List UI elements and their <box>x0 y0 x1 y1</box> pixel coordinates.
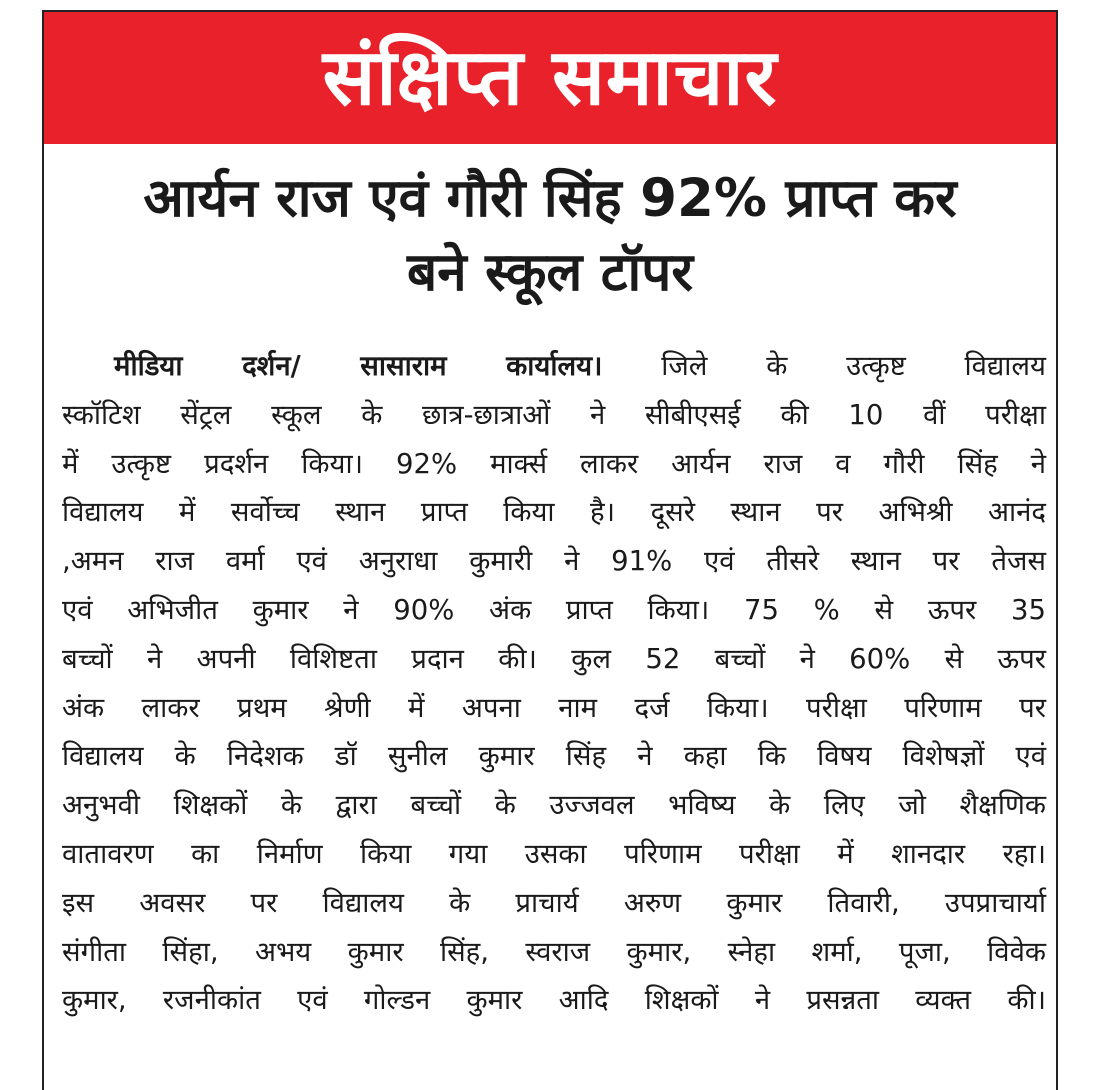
news-clipping <box>42 10 1058 1090</box>
article-line: स्कॉटिश सेंट्रल स्कूल के छात्र-छात्राओं ने सीबीएसई की 10 वीं परीक्षा <box>62 398 1046 431</box>
article-line: वातावरण का निर्माण किया गया उसका परिणाम परीक्षा में शानदार रहा। <box>62 837 1046 870</box>
article-line: संगीता सिंहा, अभय कुमार सिंह, स्वराज कुमार, स्नेहा शर्मा, पूजा, विवेक <box>62 935 1046 968</box>
article-line: विद्यालय के निदेशक डॉ सुनील कुमार सिंह ने कहा कि विषय विशेषज्ञों एवं <box>62 740 1046 773</box>
article-line: अंक लाकर प्रथम श्रेणी में अपना नाम दर्ज किया। परीक्षा परिणाम पर <box>62 691 1046 724</box>
section-banner <box>44 12 1056 144</box>
dateline: मीडिया दर्शन/ सासाराम कार्यालय। <box>114 350 603 382</box>
article-line-1 <box>62 342 1046 391</box>
article-line: में उत्कृष्ट प्रदर्शन किया। 92% मार्क्स लाकर आर्यन राज व गौरी सिंह ने <box>62 447 1046 480</box>
article-line-1-text: जिले के उत्कृष्ट विद्यालय <box>602 350 1046 382</box>
article-line: एवं अभिजीत कुमार ने 90% अंक प्राप्त किया। 75 % से ऊपर 35 <box>62 593 1046 626</box>
headline <box>44 162 1056 310</box>
article-line: कुमार, रजनीकांत एवं गोल्डन कुमार आदि शिक्षकों ने प्रसन्नता व्यक्त की। <box>62 984 1046 1017</box>
article-line: बच्चों ने अपनी विशिष्टता प्रदान की। कुल 52 बच्चों ने 60% से ऊपर <box>62 642 1046 675</box>
headline-line-2: बने स्कूल टॉपर <box>406 242 694 303</box>
section-title: संक्षिप्त समाचार <box>322 33 778 123</box>
article-body <box>62 342 1046 1025</box>
article-line: इस अवसर पर विद्यालय के प्राचार्य अरुण कुमार तिवारी, उपप्राचार्या <box>62 886 1046 919</box>
article-line: ,अमन राज वर्मा एवं अनुराधा कुमारी ने 91% एवं तीसरे स्थान पर तेजस <box>62 545 1046 578</box>
headline-line-1: आर्यन राज एवं गौरी सिंह 92% प्राप्त कर <box>143 168 957 229</box>
article-line: विद्यालय में सर्वोच्च स्थान प्राप्त किया है। दूसरे स्थान पर अभिश्री आनंद <box>62 496 1046 529</box>
article-line: अनुभवी शिक्षकों के द्वारा बच्चों के उज्जवल भविष्य के लिए जो शैक्षणिक <box>62 789 1046 822</box>
